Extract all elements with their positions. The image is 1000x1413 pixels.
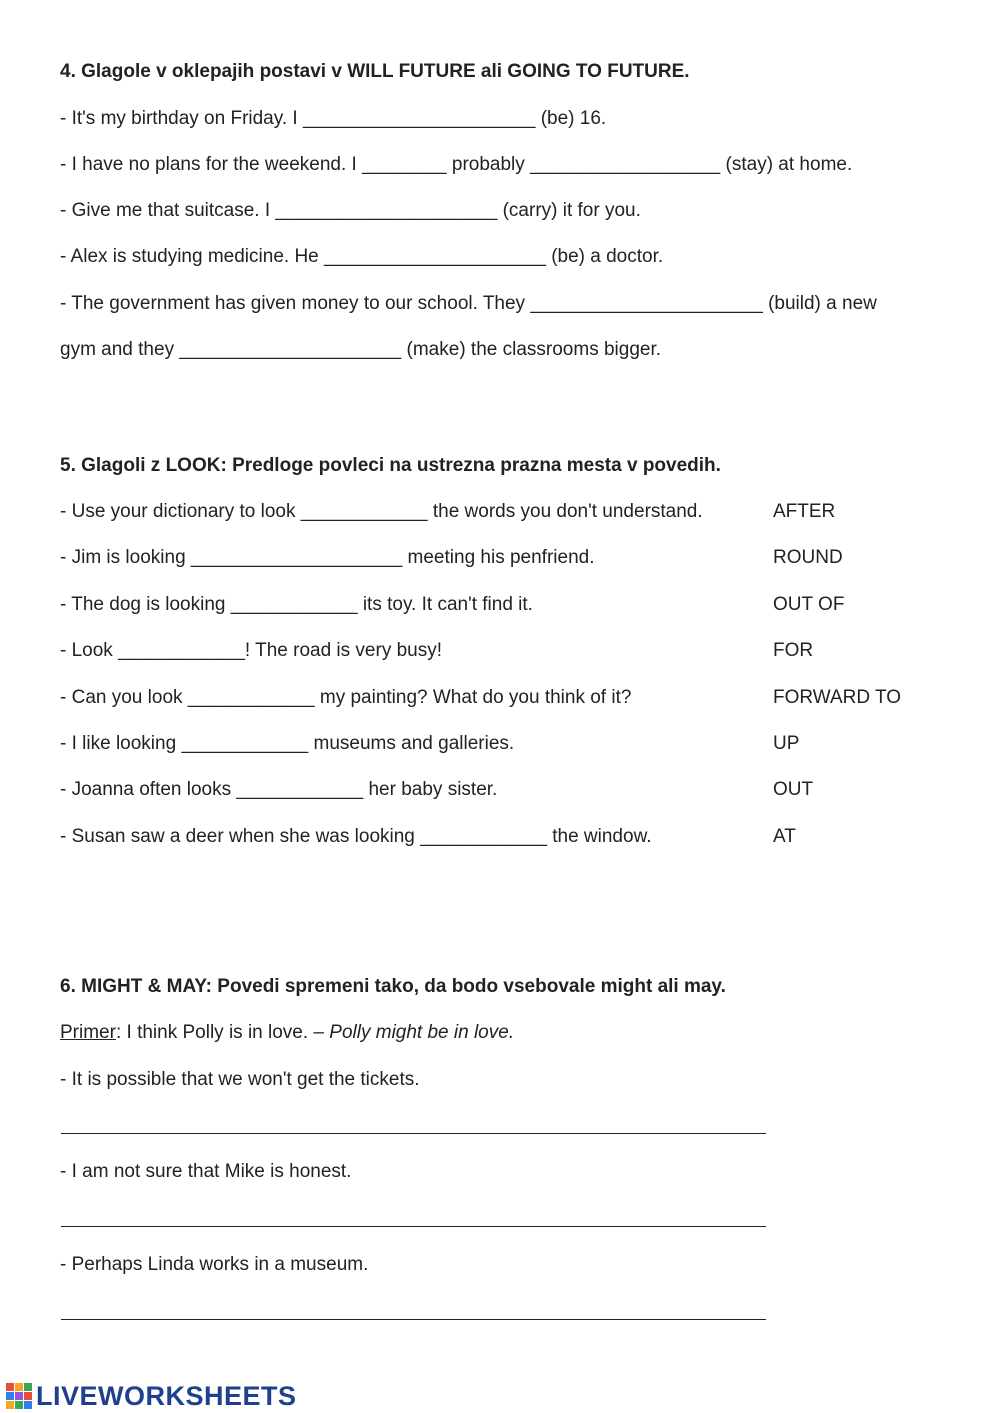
liveworksheets-blocks-icon xyxy=(6,1383,34,1409)
exercise-line: - Susan saw a deer when she was looking ____________ the window. xyxy=(60,826,652,847)
drag-option-up[interactable]: UP xyxy=(773,733,800,754)
answer-line-3[interactable] xyxy=(61,1319,766,1320)
exercise-line: - Alex is studying medicine. He _____________________ (be) a doctor. xyxy=(60,246,664,267)
example-label: Primer xyxy=(60,1022,116,1043)
drag-option-out-of[interactable]: OUT OF xyxy=(773,594,845,615)
liveworksheets-logo xyxy=(6,1382,297,1410)
drag-option-out[interactable]: OUT xyxy=(773,779,814,800)
transform-item: - It is possible that we won't get the tickets. xyxy=(60,1069,420,1090)
exercise-line: - Jim is looking ____________________ meeting his penfriend. xyxy=(60,547,595,568)
exercise-line: - It's my birthday on Friday. I ______________________ (be) 16. xyxy=(60,108,607,129)
exercise-line: - The government has given money to our school. They ______________________ (build) a new xyxy=(60,293,877,314)
exercise-line: - I have no plans for the weekend. I ________ probably __________________ (stay) at home. xyxy=(60,154,853,175)
drag-option-round[interactable]: ROUND xyxy=(773,547,843,568)
answer-line-1[interactable] xyxy=(61,1133,766,1134)
drag-option-after[interactable]: AFTER xyxy=(773,501,836,522)
exercise-line: - The dog is looking ____________ its toy. It can't find it. xyxy=(60,594,533,615)
drag-option-forward-to[interactable]: FORWARD TO xyxy=(773,687,902,708)
exercise-line: - Can you look ____________ my painting? What do you think of it? xyxy=(60,687,632,708)
transform-item: - Perhaps Linda works in a museum. xyxy=(60,1254,369,1275)
section-5-heading: 5. Glagoli z LOOK: Predloge povleci na ustrezna prazna mesta v povedih. xyxy=(60,455,721,476)
exercise-line: gym and they _____________________ (make) the classrooms bigger. xyxy=(60,339,662,360)
drag-option-at[interactable]: AT xyxy=(773,826,796,847)
drag-option-for[interactable]: FOR xyxy=(773,640,814,661)
section-6-heading: 6. MIGHT & MAY: Povedi spremeni tako, da bodo vsebovale might ali may. xyxy=(60,976,726,997)
exercise-line: - Use your dictionary to look ____________ the words you don't understand. xyxy=(60,501,703,522)
answer-line-2[interactable] xyxy=(61,1226,766,1227)
example-line xyxy=(60,1021,514,1045)
brand-name: LIVEWORKSHEETS xyxy=(36,1381,297,1411)
transform-item: - I am not sure that Mike is honest. xyxy=(60,1161,352,1182)
exercise-line: - Joanna often looks ____________ her baby sister. xyxy=(60,779,498,800)
exercise-line: - Give me that suitcase. I _____________________ (carry) it for you. xyxy=(60,200,641,221)
exercise-line: - I like looking ____________ museums and galleries. xyxy=(60,733,515,754)
section-4-heading: 4. Glagole v oklepajih postavi v WILL FUTURE ali GOING TO FUTURE. xyxy=(60,61,690,82)
example-sentence: : I think Polly is in love. – xyxy=(115,1022,330,1043)
exercise-line: - Look ____________! The road is very busy! xyxy=(60,640,443,661)
example-answer: Polly might be in love. xyxy=(329,1022,515,1043)
